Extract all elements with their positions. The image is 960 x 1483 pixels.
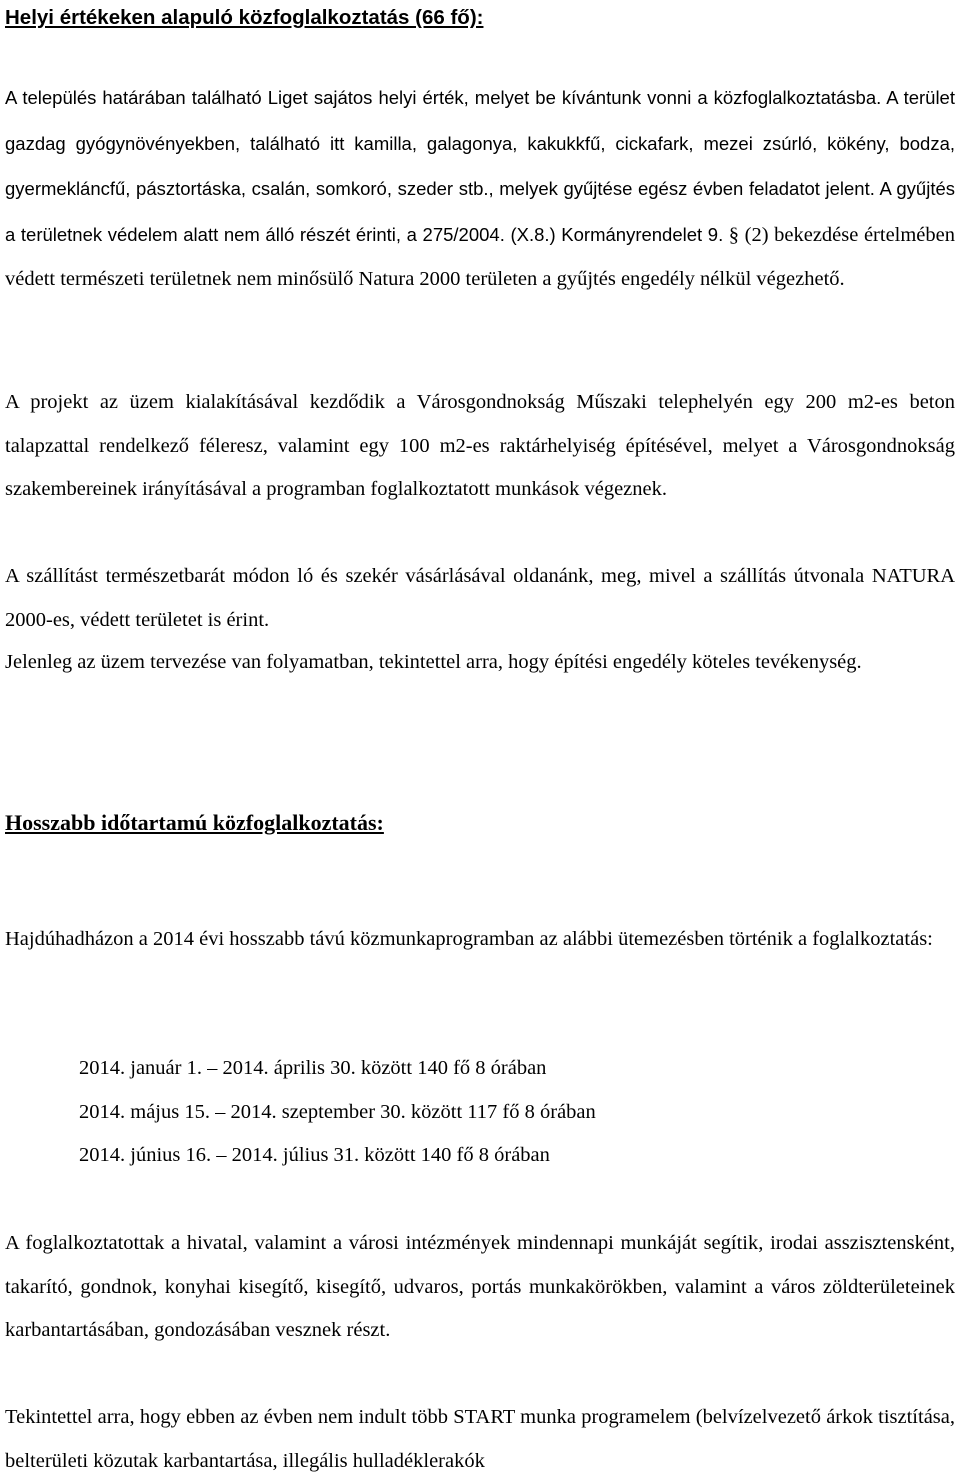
schedule-list — [79, 1047, 939, 1178]
paragraph-start-program: Tekintettel arra, hogy ebben az évben nem indult több START munka programelem (belvízelvezető árkok tisztítása, belterületi közutak karbantartása, illegális hulladéklerakók — [5, 1406, 955, 1472]
paragraph-liget-herbs-serif-text: § (2) bekezdése értelmében védett természeti területnek nem minősülő Natura 2000 területen a gyűjtés engedély nélkül végezhető. — [5, 223, 956, 291]
paragraph-project-plant: A projekt az üzem kialakításával kezdődik a Városgondnokság Műszaki telephelyén egy 200 m2-es beton talapzattal rendelkező féleresz, valamint egy 100 m2-es raktárhelyiség építésével, melyet a Városgondnokság szakembereinek irányításával a programban foglalkoztatott munkások végeznek. — [5, 391, 955, 501]
paragraph-schedule-intro: Hajdúhadházon a 2014 évi hosszabb távú közmunkaprogramban az alábbi ütemezésben történik a foglalkoztatás: — [5, 928, 933, 950]
section-heading-local-values: Helyi értékeken alapuló közfoglalkoztatás (66 fő): — [5, 6, 484, 29]
paragraph-transport: A szállítást természetbarát módon ló és szekér vásárlásával oldanánk, meg, mivel a szállítás útvonala NATURA 2000-es, védett területet is érint. — [5, 565, 955, 631]
paragraph-liget-herbs — [5, 76, 955, 303]
schedule-item: 2014. június 16. – 2014. július 31. között 140 fő 8 órában — [79, 1144, 550, 1167]
paragraph-liget-herbs-sans-text: A település határában található Liget sajátos helyi érték, melyet be kívántunk vonni a közfoglalkoztatásba. A terület gazdag gyógynövényekben, található itt kamilla, galagonya, kakukkfű, cickafark, mezei zsúrló, kökény, bodza, gyermekláncfű, pásztortáska, csalán, somkoró, szeder stb., melyek gyűjtése egész évben feladatot jelent. A gyűjtés a területnek védelem alatt nem álló részét érinti, a 275/2004. (X.8.) Kormányrendelet 9. — [5, 87, 955, 245]
section-heading-long-term: Hosszabb időtartamú közfoglalkoztatás: — [5, 810, 384, 835]
paragraph-planning-status: Jelenleg az üzem tervezése van folyamatban, tekintettel arra, hogy építési engedély köteles tevékenység. — [5, 651, 862, 673]
paragraph-employee-roles: A foglalkoztatottak a hivatal, valamint a városi intézmények mindennapi munkáját segítik, irodai asszisztensként, takarító, gondnok, konyhai kisegítő, kisegítő, udvaros, portás munkakörökben, valamint a város zöldterületeinek karbantartásában, gondozásában vesznek részt. — [5, 1232, 955, 1342]
schedule-item: 2014. január 1. – 2014. április 30. között 140 fő 8 órában — [79, 1057, 547, 1079]
schedule-item: 2014. május 15. – 2014. szeptember 30. között 117 fő 8 órában — [79, 1100, 596, 1123]
